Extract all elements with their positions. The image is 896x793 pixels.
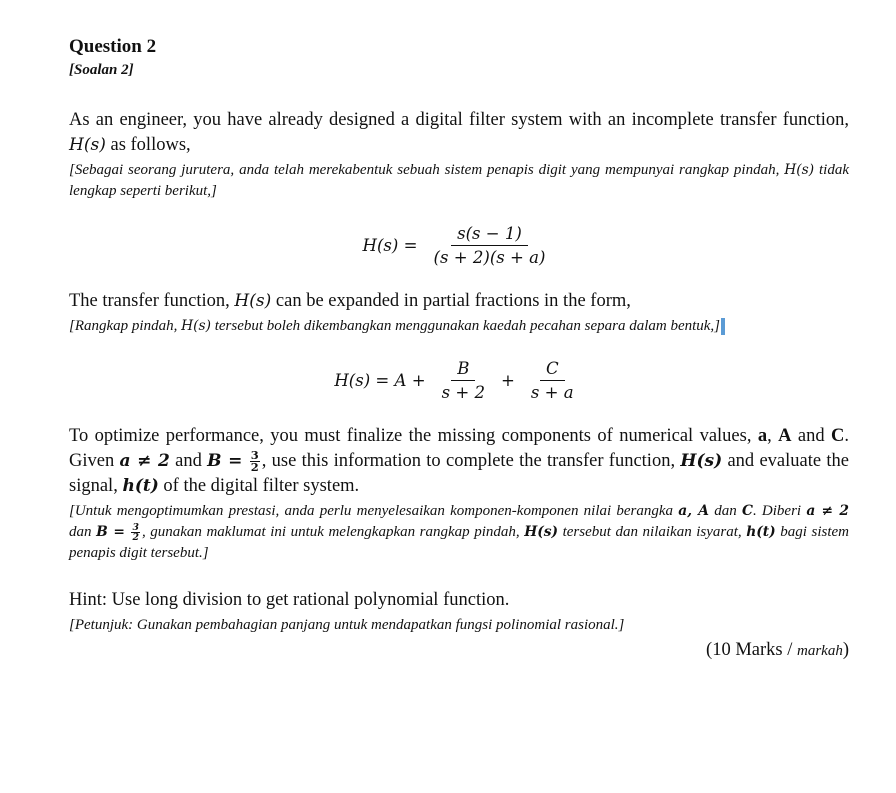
question-page xyxy=(69,34,849,664)
eq1-fraction xyxy=(428,224,552,267)
transfer-function-symbol: H(s) xyxy=(69,135,106,155)
hint-english: Hint: Use long division to get rational polynomial function. xyxy=(69,590,510,610)
three-halves-fraction: $\frac{3}{2}$ xyxy=(250,447,259,475)
transfer-function-symbol-ms: H(s) xyxy=(784,162,815,178)
transfer-function-equation xyxy=(69,224,849,267)
task-malay: [Untuk mengoptimumkan prestasi, anda perlu menyelesaikan komponen-komponen nilai berangka a, A dan C. Diberi a ≠ 2 dan B = $\frac{3}{2}$ , gunakan maklumat ini untuk melengkapkan rangkap pindah, H(s) tersebut dan nilaikan isyarat, h(t) bagi sistem penapis digit tersebut.] xyxy=(69,503,850,561)
eq1-lhs: H(s) = xyxy=(362,236,418,255)
question-title: Question 2 xyxy=(69,36,157,57)
intro-english: As an engineer, you have already designed a digital filter system with an incomplete transfer function, H(s) as follows, xyxy=(69,110,849,155)
eq1-numerator: s(s − 1) xyxy=(451,224,528,246)
eq2-lhs: H(s) = A + xyxy=(334,371,426,390)
eq2-plus: + xyxy=(501,371,515,390)
three-halves-fraction-ms: $\frac{3}{2}$ xyxy=(132,521,139,544)
intro-malay: [Sebagai seorang jurutera, anda telah merekabentuk sebuah sistem penapis digit yang mempunyai rangkap pindah, H(s) tidak lengkap seperti berikut,] xyxy=(69,162,850,199)
partial-fraction-malay: [Rangkap pindah, H(s) tersebut boleh dikembangkan menggunakan kaedah pecahan separa dalam bentuk,] xyxy=(69,316,849,337)
partial-fraction-english: The transfer function, H(s) can be expanded in partial fractions in the form, xyxy=(69,291,631,311)
question-subtitle: [Soalan 2] xyxy=(69,62,134,78)
eq2-fraction-c: $\frac{C}{s + a}$ xyxy=(530,359,574,402)
hint-malay: [Petunjuk: Gunakan pembahagian panjang untuk mendapatkan fungsi polinomial rasional.] xyxy=(69,617,625,633)
task-english: To optimize performance, you must finalize the missing components of numerical values, a, A and C. Given a ≠ 2 and B = $\frac{3}{2}$ , use this information to complete the transfer function, H(s) and evaluate the signal, h(t) of the digital filter system. xyxy=(69,426,850,496)
partial-fraction-equation xyxy=(69,359,849,402)
marks-label: (10 Marks / markah) xyxy=(706,640,849,660)
eq1-denominator: (s + 2)(s + a) xyxy=(433,248,546,267)
text-cursor xyxy=(721,318,725,335)
eq2-fraction-b: $\frac{B}{s + 2}$ xyxy=(441,359,486,402)
